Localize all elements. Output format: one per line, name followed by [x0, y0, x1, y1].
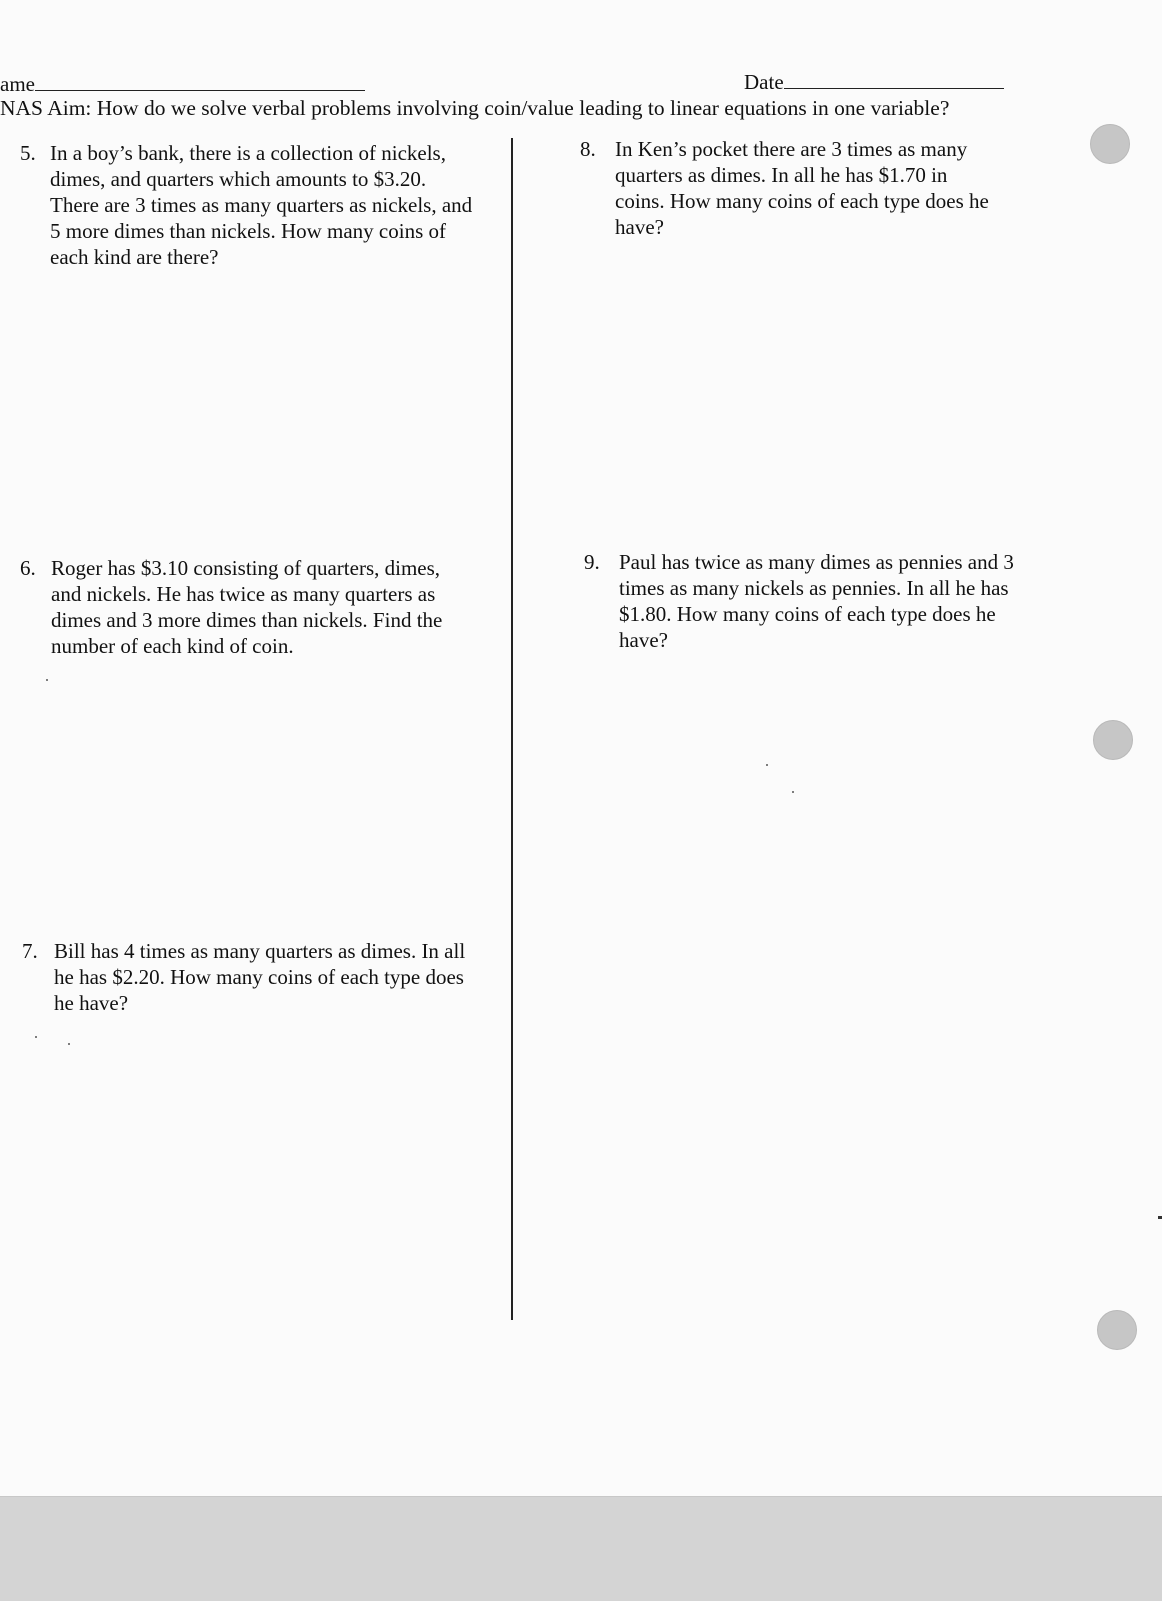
- punch-hole: [1090, 124, 1130, 164]
- problem-text: In a boy’s bank, there is a collection of nickels, dimes, and quarters which amounts to $3.20. There are 3 times as many quarters as nickels, and 5 more dimes than nickels. How many coins of each kind are there?: [50, 141, 473, 269]
- date-blank: [784, 70, 1004, 89]
- problem-8: [580, 136, 1020, 246]
- punch-hole: [1097, 1310, 1137, 1350]
- problem-6: [20, 555, 490, 695]
- scan-speck: [68, 1043, 70, 1045]
- problem-number: 9.: [584, 550, 600, 574]
- aim-statement: NAS Aim: How do we solve verbal problems involving coin/value leading to linear equations in one variable?: [0, 96, 950, 120]
- column-divider: [511, 138, 513, 1320]
- scanner-bed: [0, 1496, 1162, 1601]
- scan-speck: [46, 679, 48, 681]
- name-label: ame: [0, 72, 35, 96]
- problem-number: 8.: [580, 137, 596, 161]
- punch-hole: [1093, 720, 1133, 760]
- scan-speck: [35, 1036, 37, 1038]
- problem-number: 5.: [20, 141, 36, 165]
- date-field: [744, 70, 1004, 94]
- problem-text: Paul has twice as many dimes as pennies and 3 times as many nickels as pennies. In all he has $1.80. How many coins of each type does he have?: [619, 550, 1014, 652]
- date-label: Date: [744, 70, 784, 94]
- problem-text: Bill has 4 times as many quarters as dimes. In all he has $2.20. How many coins of each type does he have?: [54, 939, 466, 1015]
- problem-number: 6.: [20, 556, 36, 580]
- problem-5: [20, 140, 490, 280]
- name-blank: [35, 72, 365, 91]
- name-field: [0, 72, 365, 96]
- problem-text: In Ken’s pocket there are 3 times as many quarters as dimes. In all he has $1.70 in coins. How many coins of each type does he have?: [615, 137, 989, 239]
- scan-mark: [1158, 1216, 1162, 1219]
- problem-text: Roger has $3.10 consisting of quarters, dimes, and nickels. He has twice as many quarters as dimes and 3 more dimes than nickels. Find the number of each kind of coin.: [51, 556, 443, 658]
- problem-7: [22, 938, 492, 1028]
- problem-9: [584, 549, 1044, 659]
- problem-number: 7.: [22, 939, 38, 963]
- scan-speck: [792, 791, 794, 793]
- scan-speck: [766, 764, 768, 766]
